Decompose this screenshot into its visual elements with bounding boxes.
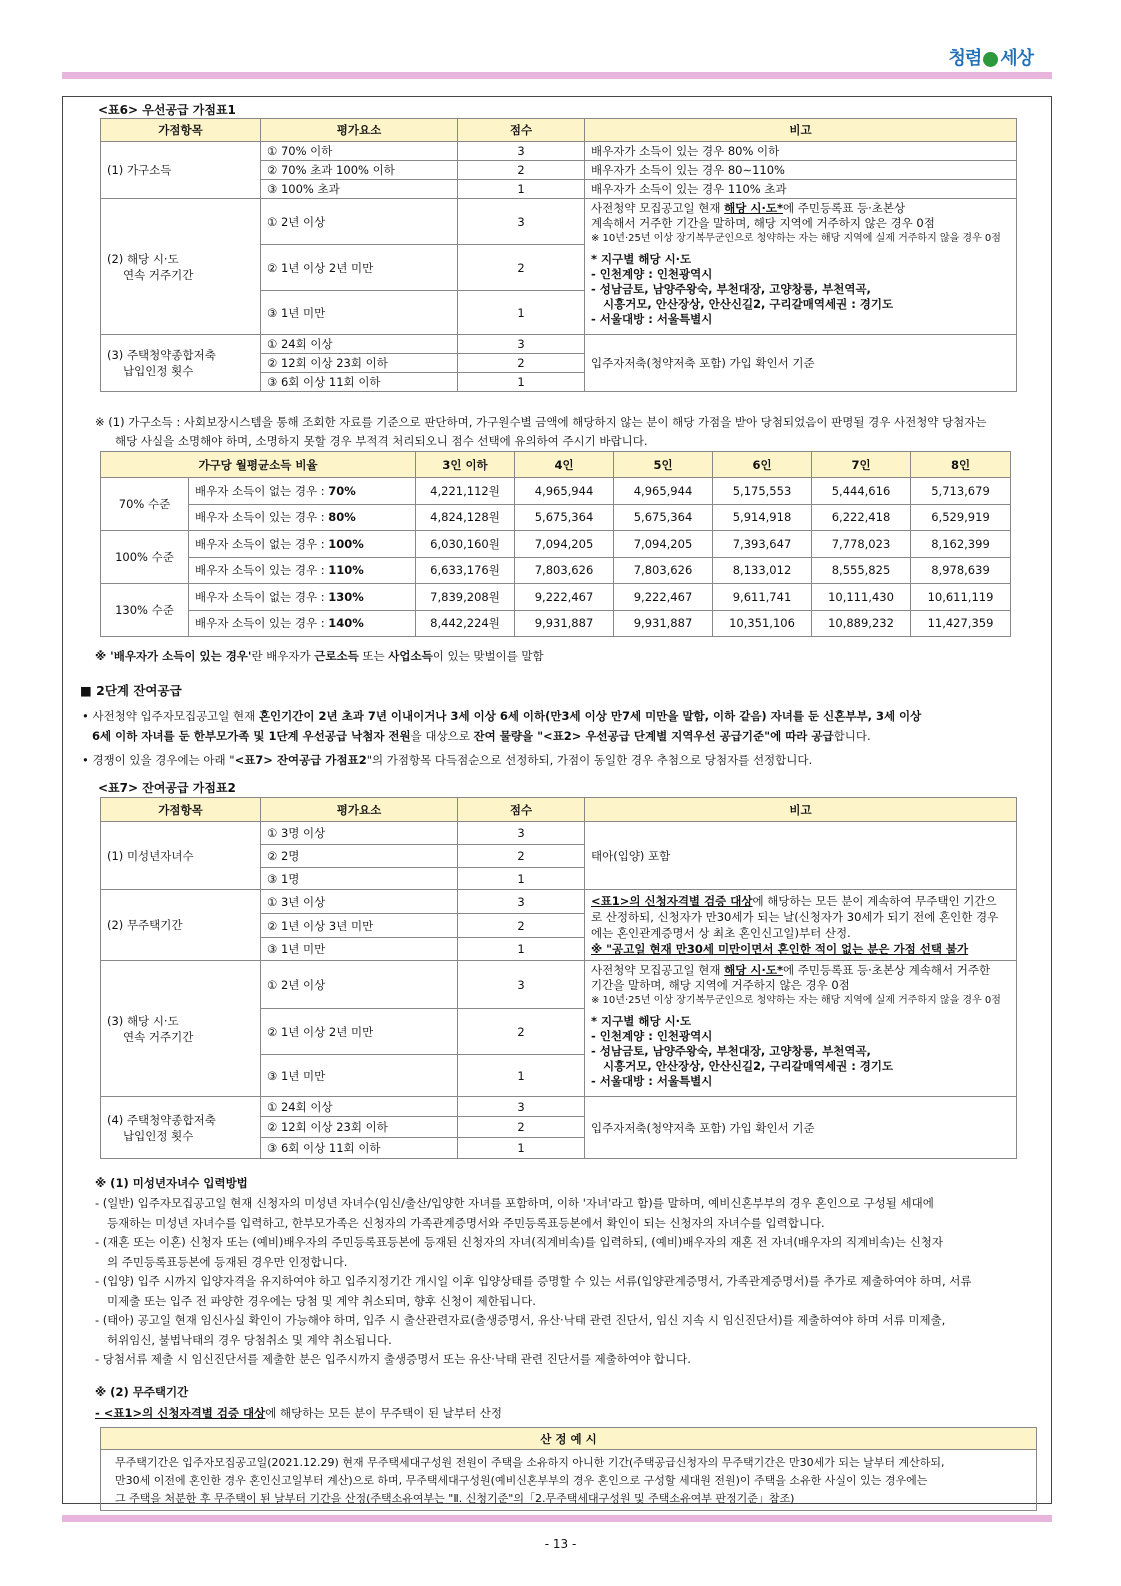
income-desc: [189, 610, 416, 637]
note-text: - <표1>의 신청자격별 검증 대상: [95, 1406, 266, 1420]
income-desc-text: 배우자 소득이 있는 경우 :: [195, 563, 329, 578]
income-value: 7,839,208원: [416, 584, 515, 611]
cell: 2: [458, 245, 585, 291]
table6-caption: <표6> 우선공급 가점표1: [98, 103, 236, 117]
cell: 3: [458, 961, 585, 1009]
text: 6세 이하 자녀를 둔 한부모가족 및 1단계 우선공급 낙첨자 전원: [92, 729, 411, 743]
note-line: - 당첨서류 제출 시 임신진단서를 제출한 분은 입주시까지 출생증명서 또는 유산·낙태 관련 진단서를 제출하여야 합니다.: [95, 1352, 691, 1366]
cell: ② 12회 이상 23회 이하: [261, 354, 458, 373]
paragraph-1: [82, 706, 1047, 746]
income-value: 4,965,944: [614, 478, 713, 505]
note-cell: 태아(입양) 포함: [585, 822, 1017, 890]
text: • 경쟁이 있을 경우에는 아래 ": [82, 753, 235, 767]
text: 합니다.: [833, 729, 871, 743]
note-line: - (태아) 공고일 현재 임신사실 확인이 가능해야 하며, 입주 시 출산관련자료(출생증명서, 유산·낙태 관련 진단서, 임신 지속 시 임신진단서)를 제출하여야 하며 서류 미제출,: [95, 1313, 946, 1327]
footer-bar: [62, 1515, 1052, 1522]
note-text: - 성남금토, 남양주왕숙, 부천대장, 고양창릉, 부천역곡,: [591, 1044, 871, 1058]
label-line: 연속 거주기간: [123, 267, 194, 282]
example-line: 무주택기간은 입주자모집공고일(2021.12.29) 현재 무주택세대구성원 전원이 주택을 소유하지 아니한 기간(주택공급신청자의 무주택기간은 만30세가 되는 날부터 계산하되,: [115, 1456, 945, 1469]
cell: 3: [458, 890, 585, 914]
note-text: 시흥거모, 안산장상, 안산신길2, 구리갈매역세권 : 경기도: [603, 297, 894, 311]
note-cell: 입주자저축(청약저축 포함) 가입 확인서 기준: [585, 335, 1017, 392]
example-line: 만30세 이전에 혼인한 경우 혼인신고일부터 계산)으로 하며, 무주택세대구성원(예비신혼부부의 경우 혼인으로 구성할 세대원 전원)이 주택을 소유한 사실이 있는 경우에는: [115, 1474, 928, 1487]
label-line: (3) 주택청약종합저축: [107, 348, 216, 362]
income-value: 7,778,023: [812, 531, 911, 558]
income-value: 5,914,918: [713, 504, 812, 531]
note-text: 에 주민등록표 등·초본상: [783, 201, 906, 215]
note-line: 해당 사실을 소명해야 하며, 소명하지 못할 경우 부적격 처리되오니 점수 선택에 유의하여 주시기 바랍니다.: [115, 434, 648, 448]
note-text: - 성남금토, 남양주왕숙, 부천대장, 고양창릉, 부천역곡,: [591, 282, 871, 296]
income-value: 5,675,364: [614, 504, 713, 531]
note-text: ※ 10년·25년 이상 장기복무군인으로 청약하는 자는 해당 지역에 실제 거주하지 않을 경우 0점: [591, 233, 1001, 244]
income-value: 7,803,626: [515, 557, 614, 584]
cell: 1: [458, 1138, 585, 1159]
cell: 3: [458, 199, 585, 245]
cell: ③ 1명: [261, 868, 458, 890]
note-text: 시흥거모, 안산장상, 안산신길2, 구리갈매역세권 : 경기도: [603, 1059, 894, 1073]
income-percent: 80%: [328, 510, 356, 525]
income-value: 10,111,430: [812, 584, 911, 611]
income-value: 7,803,626: [614, 557, 713, 584]
note-title: ※ (2) 무주택기간: [95, 1385, 189, 1399]
income-value: 6,529,919: [911, 504, 1011, 531]
label-line: (2) 해당 시·도: [107, 251, 179, 266]
income-percent: 100%: [328, 536, 364, 551]
note-text: <표1>의 신청자격별 검증 대상: [591, 894, 753, 908]
cell: 2: [458, 161, 585, 180]
text: • 사전청약 입주자모집공고일 현재: [82, 709, 259, 723]
page-number: - 13 -: [544, 1537, 577, 1551]
cell: ③ 1년 미만: [261, 1055, 458, 1097]
income-value: 8,555,825: [812, 557, 911, 584]
cell: ① 3년 이상: [261, 890, 458, 914]
note-income: [95, 413, 1045, 451]
note-line: 미제출 또는 입주 전 파양한 경우에는 당첨 및 계약 취소되며, 향후 신청이 제한됩니다.: [107, 1293, 536, 1308]
income-value: 4,965,944: [515, 478, 614, 505]
cell: 2: [458, 1009, 585, 1055]
cell: ② 1년 이상 3년 미만: [261, 914, 458, 938]
th-item: 가점항목: [101, 119, 261, 142]
income-desc: [189, 531, 416, 558]
note-title: ※ (1) 미성년자녀수 입력방법: [95, 1176, 248, 1190]
cell: ① 24회 이상: [261, 335, 458, 354]
income-value: 8,442,224원: [416, 610, 515, 637]
label-line: 납입인정 횟수: [123, 364, 194, 378]
income-value: 10,889,232: [812, 610, 911, 637]
section-title: ■ 2단계 잔여공급: [80, 683, 182, 698]
note-text: ※ 10년·25년 이상 장기복무군인으로 청약하는 자는 해당 지역에 실제 거주하지 않을 경우 0점: [591, 995, 1001, 1006]
income-value: 5,444,616: [812, 478, 911, 505]
cell: 1: [458, 373, 585, 392]
th-score: 점수: [458, 119, 585, 142]
cell: ② 70% 초과 100% 이하: [261, 161, 458, 180]
note-line: - (재혼 또는 이혼) 신청자 또는 (예비)배우자의 주민등록표등본에 등재된 신청자의 자녀(직계비속)를 입력하되, (예비)배우자의 재혼 전 자녀(배우자의 직계비속)는 신청자: [95, 1235, 944, 1249]
note-line: - (입양) 입주 시까지 입양자격을 유지하여야 하고 입주지정기간 개시일 이후 입양상태를 증명할 수 있는 서류(입양관계증명서, 가족관계증명서)를 추가로 제출하여야 하며, 서류: [95, 1274, 972, 1288]
income-row: [101, 531, 1011, 558]
income-level: 70% 수준: [101, 478, 189, 531]
cell: ② 1년 이상 2년 미만: [261, 1009, 458, 1055]
income-value: 7,393,647: [713, 531, 812, 558]
note-text: 해당 시·도*: [724, 963, 783, 977]
income-desc-text: 배우자 소득이 있는 경우 :: [195, 616, 329, 631]
note-text: 또는: [358, 649, 389, 663]
th: 7인: [812, 452, 911, 478]
header-bar: [62, 72, 1052, 79]
note-text: 사업소득: [388, 649, 433, 663]
logo-mark-icon: [983, 52, 998, 67]
note-text: 에는 혼인관계증명서 상 최초 혼인신고일)부터 산정.: [591, 926, 851, 940]
income-row: [101, 478, 1011, 505]
income-level: 100% 수준: [101, 531, 189, 584]
income-percent: 130%: [328, 589, 364, 604]
note-cell: [585, 890, 1017, 961]
th: 가점항목: [101, 798, 261, 822]
example-title: 산 정 예 시: [101, 1428, 1037, 1450]
income-value: 5,675,364: [515, 504, 614, 531]
note-text: 에 해당하는 모든 분이 계속하여 무주택인 기간으: [752, 894, 997, 908]
cell: 3: [458, 142, 585, 161]
income-value: 10,351,106: [713, 610, 812, 637]
income-percent: 110%: [328, 563, 364, 578]
income-desc-text: 배우자 소득이 있는 경우 :: [195, 510, 329, 525]
income-body: [101, 478, 1011, 637]
row-label: (1) 미성년자녀수: [101, 822, 261, 890]
income-desc-text: 배우자 소득이 없는 경우 :: [195, 589, 329, 604]
income-value: 8,978,639: [911, 557, 1011, 584]
table7-caption: <표7> 잔여공급 가점표2: [98, 781, 236, 795]
income-percent: 70%: [328, 483, 356, 498]
note-text: - 서울대방 : 서울특별시: [591, 312, 713, 326]
note-text: 기간을 말하며, 해당 지역에 거주하지 않은 경우 0점: [591, 978, 850, 992]
cell: ③ 6회 이상 11회 이하: [261, 373, 458, 392]
note-line: 의 주민등록표등본에 등재된 경우만 인정합니다.: [107, 1254, 348, 1269]
cell: ③ 100% 초과: [261, 180, 458, 199]
cell: ③ 1년 미만: [261, 291, 458, 335]
cell: 1: [458, 868, 585, 890]
cell: 3: [458, 335, 585, 354]
cell: 1: [458, 938, 585, 961]
label-line: 납입인정 횟수: [123, 1128, 194, 1143]
cell: ① 2년 이상: [261, 199, 458, 245]
logo: 청렴 세상: [948, 48, 1033, 69]
note-line: 허위임신, 불법낙태의 경우 당첨취소 및 계약 취소됩니다.: [107, 1332, 392, 1347]
label-line: (3) 해당 시·도: [107, 1013, 179, 1028]
example-box: [100, 1427, 1037, 1511]
income-value: 10,611,119: [911, 584, 1011, 611]
income-row: [101, 504, 1011, 531]
cell: ① 3명 이상: [261, 822, 458, 845]
note-text: - 인천계양 : 인천광역시: [591, 267, 713, 281]
text: 잔여 물량을 "<표2> 우선공급 단계별 지역우선 공급기준"에 따라 공급: [473, 729, 834, 743]
cell: ① 24회 이상: [261, 1097, 458, 1117]
th: 8인: [911, 452, 1011, 478]
income-value: 6,030,160원: [416, 531, 515, 558]
text: 을 대상으로: [410, 729, 474, 743]
income-value: 9,222,467: [614, 584, 713, 611]
income-value: 11,427,359: [911, 610, 1011, 637]
income-value: 9,931,887: [614, 610, 713, 637]
cell: 3: [458, 1097, 585, 1117]
row-label: (2) 무주택기간: [101, 890, 261, 961]
th: 4인: [515, 452, 614, 478]
income-desc: [189, 504, 416, 531]
table6: [100, 118, 1017, 392]
income-value: 5,175,553: [713, 478, 812, 505]
income-value: 8,162,399: [911, 531, 1011, 558]
note-text: 에 해당하는 모든 분이 무주택이 된 날부터 산정: [265, 1406, 502, 1420]
row-label: [101, 1097, 261, 1159]
label-line: 연속 거주기간: [123, 1029, 194, 1044]
note-text: 계속해서 거주한 기간을 말하며, 해당 지역에 거주하지 않은 경우 0점: [591, 216, 935, 230]
income-desc: [189, 584, 416, 611]
income-table: [100, 451, 1011, 637]
income-value: 6,633,176원: [416, 557, 515, 584]
income-desc: [189, 478, 416, 505]
label-line: (4) 주택청약종합저축: [107, 1112, 216, 1127]
income-value: 9,611,741: [713, 584, 812, 611]
th: 비고: [585, 798, 1017, 822]
income-value: 4,221,112원: [416, 478, 515, 505]
note-text: 이 있는 맞벌이를 말함: [432, 649, 544, 663]
note-text: 에 주민등록표 등·초본상 계속해서 거주한: [783, 963, 991, 977]
note-cell: [585, 199, 1017, 335]
note-text: 사전청약 모집공고일 현재: [591, 963, 725, 977]
cell: ② 12회 이상 23회 이하: [261, 1117, 458, 1138]
row-label: [101, 335, 261, 392]
table7: [100, 797, 1017, 1159]
income-row: [101, 584, 1011, 611]
cell: ② 1년 이상 2년 미만: [261, 245, 458, 291]
text: <표7> 잔여공급 가점표2: [234, 753, 367, 767]
example-body: [101, 1450, 1037, 1511]
cell: ③ 1년 미만: [261, 938, 458, 961]
income-row: [101, 610, 1011, 637]
text: "의 가점항목 다득점순으로 선정하되, 가점이 동일한 경우 추첨으로 당첨자를 선정합니다.: [366, 753, 813, 767]
income-desc: [189, 557, 416, 584]
note-text: ※ '배우자가 소득이 있는 경우': [95, 649, 252, 663]
note-children-body: [95, 1194, 1045, 1370]
th: 점수: [458, 798, 585, 822]
cell: 1: [458, 1055, 585, 1097]
note-homeless: [95, 1383, 502, 1423]
note-cell: [585, 961, 1017, 1097]
note-text: 사전청약 모집공고일 현재: [591, 201, 725, 215]
row-label: [101, 199, 261, 335]
cell: 2: [458, 1117, 585, 1138]
income-value: 4,824,128원: [416, 504, 515, 531]
th: 가구당 월평균소득 비율: [101, 452, 416, 478]
cell: 2: [458, 914, 585, 938]
text: 혼인기간이 2년 초과 7년 이내이거나 3세 이상 6세 이하(만3세 이상 만7세 미만을 말함, 이하 같음) 자녀를 둔 신혼부부, 3세 이상: [258, 709, 922, 723]
income-value: 8,133,012: [713, 557, 812, 584]
th: 5인: [614, 452, 713, 478]
th-note: 비고: [585, 119, 1017, 142]
note-text: 란 배우자가: [251, 649, 315, 663]
note-text: ※ "공고일 현재 만30세 미만이면서 혼인한 적이 없는 분은 가점 선택 불가: [591, 942, 969, 956]
note-children: [95, 1174, 1045, 1370]
income-percent: 140%: [328, 616, 364, 631]
note-text: 근로소득: [314, 649, 359, 663]
row-label: (1) 가구소득: [101, 142, 261, 199]
cell: 배우자가 소득이 있는 경우 80% 이하: [585, 142, 1017, 161]
cell: 배우자가 소득이 있는 경우 110% 초과: [585, 180, 1017, 199]
cell: ② 2명: [261, 845, 458, 868]
income-value: 9,222,467: [515, 584, 614, 611]
note-spouse: [95, 647, 544, 666]
cell: 1: [458, 180, 585, 199]
row-label: [101, 961, 261, 1097]
cell: ① 2년 이상: [261, 961, 458, 1009]
cell: 1: [458, 291, 585, 335]
income-value: 7,094,205: [515, 531, 614, 558]
income-value: 6,222,418: [812, 504, 911, 531]
note-text: 로 산정하되, 신청자가 만30세가 되는 날(신청자가 30세가 되기 전에 혼인한 경우: [591, 910, 999, 924]
th: 3인 이하: [416, 452, 515, 478]
income-value: 7,094,205: [614, 531, 713, 558]
cell: 2: [458, 354, 585, 373]
th: 6인: [713, 452, 812, 478]
example-line: 그 주택을 처분한 후 무주택이 된 날부터 기간을 산정(주택소유여부는 "Ⅱ. 신청기준"의「2.무주택세대구성원 및 주택소유여부 판정기준」참조): [115, 1492, 795, 1505]
income-value: 5,713,679: [911, 478, 1011, 505]
paragraph-2: [82, 751, 812, 770]
note-text: 해당 시·도*: [724, 201, 783, 215]
note-cell: 입주자저축(청약저축 포함) 가입 확인서 기준: [585, 1097, 1017, 1159]
income-desc-text: 배우자 소득이 없는 경우 :: [195, 536, 329, 551]
income-level: 130% 수준: [101, 584, 189, 637]
cell: 2: [458, 845, 585, 868]
note-text: - 인천계양 : 인천광역시: [591, 1029, 713, 1043]
note-line: - (일반) 입주자모집공고일 현재 신청자의 미성년 자녀수(임신/출산/입양한 자녀를 포함하며, 이하 '자녀'라고 함)를 말하며, 예비신혼부부의 경우 혼인으로 구성될 세대에: [95, 1196, 934, 1210]
note-text: - 서울대방 : 서울특별시: [591, 1074, 713, 1088]
note-line: 등재하는 미성년 자녀수를 입력하고, 한부모가족은 신청자의 가족관계증명서와 주민등록표등본에서 확인이 되는 신청자의 자녀수를 입력합니다.: [107, 1215, 825, 1230]
th: 평가요소: [261, 798, 458, 822]
cell: ① 70% 이하: [261, 142, 458, 161]
cell: ③ 6회 이상 11회 이하: [261, 1138, 458, 1159]
note-line: ※ (1) 가구소득 : 사회보장시스템을 통해 조회한 자료를 기준으로 판단하며, 가구원수별 금액에 해당하지 않는 분이 해당 가점을 받아 당첨되었음이 판명될 경우 사전청약 당첨자는: [95, 415, 987, 429]
income-desc-text: 배우자 소득이 없는 경우 :: [195, 483, 329, 498]
income-row: [101, 557, 1011, 584]
cell: 배우자가 소득이 있는 경우 80∼110%: [585, 161, 1017, 180]
cell: 3: [458, 822, 585, 845]
th-factor: 평가요소: [261, 119, 458, 142]
note-text: * 지구별 해당 시·도: [591, 1014, 692, 1028]
income-value: 9,931,887: [515, 610, 614, 637]
note-text: * 지구별 해당 시·도: [591, 252, 692, 266]
